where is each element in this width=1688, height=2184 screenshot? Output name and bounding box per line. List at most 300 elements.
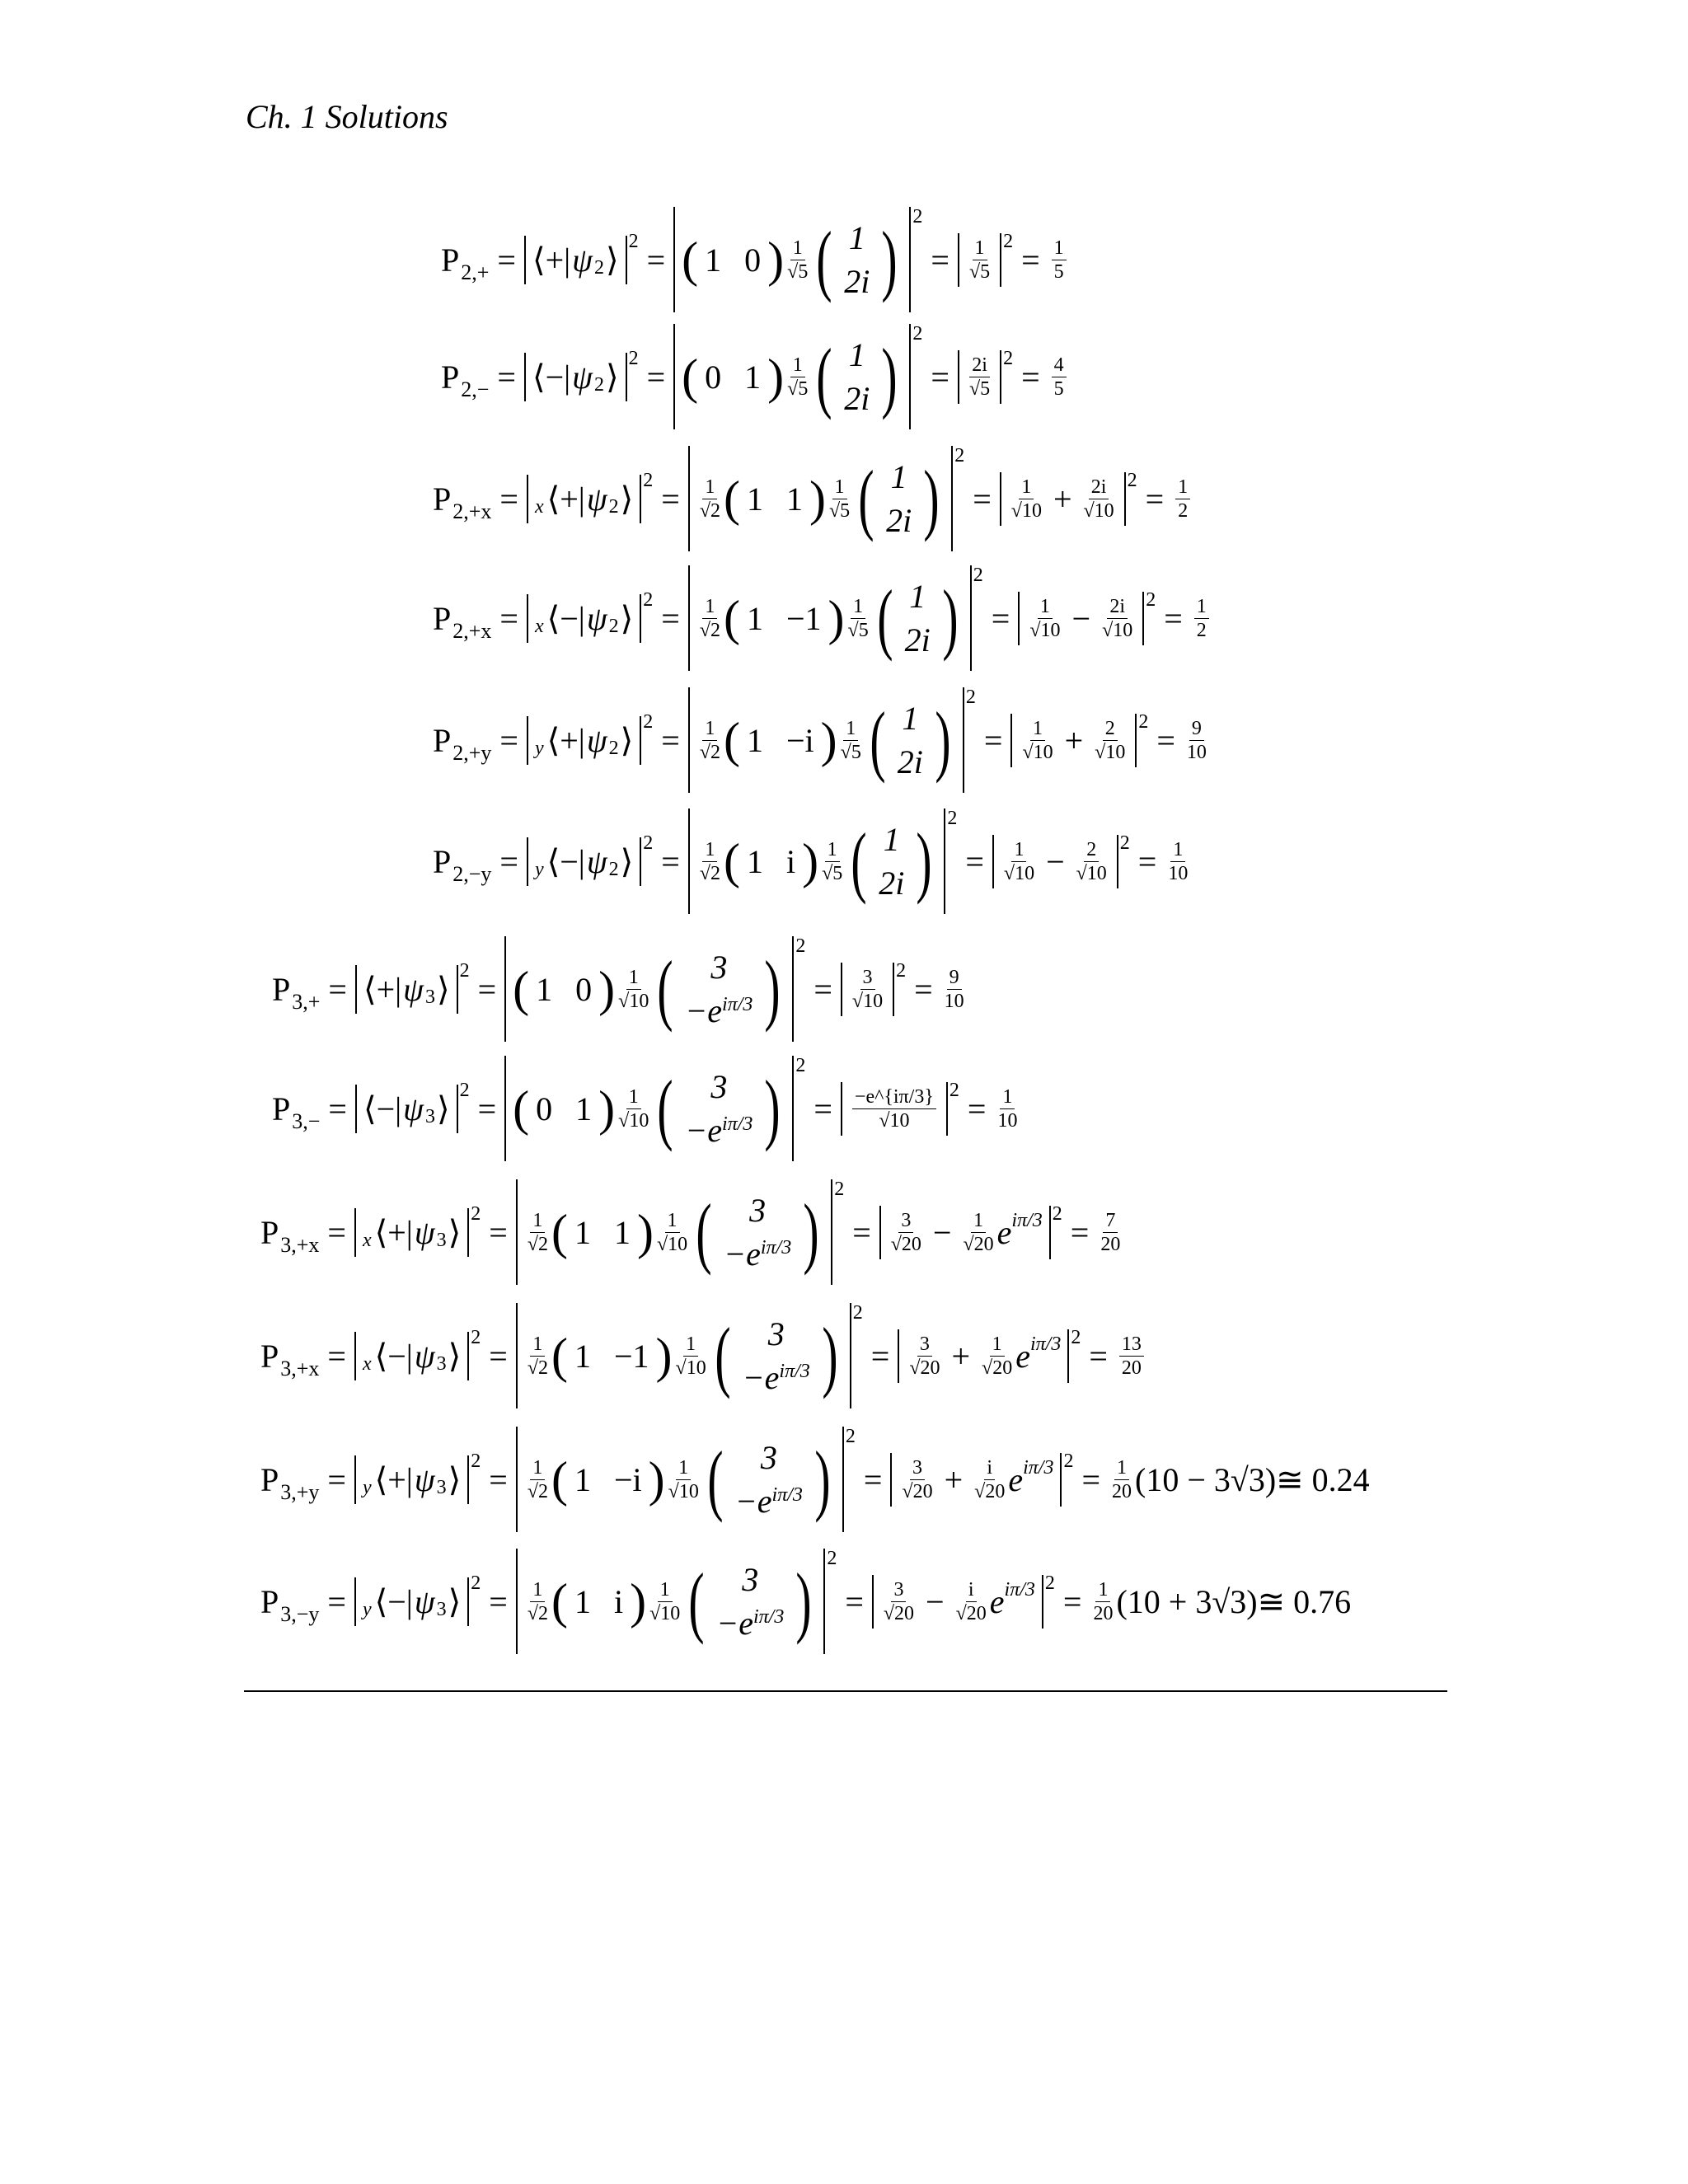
row-paren-open: ( [551,1574,568,1629]
fraction-denominator: √20 [890,1233,921,1255]
result [1097,1211,1123,1254]
normalization-fraction [657,1211,687,1254]
fraction-denominator: √5 [968,377,991,400]
row-paren-open: ( [682,232,699,287]
probability-subscript: 2,+ [461,260,490,284]
bra-open: ⟨+| [363,970,402,1008]
row-paren-open: ( [513,962,530,1016]
equals-sign: = [973,480,992,518]
column-entry [884,820,900,859]
prefactor-fraction [528,1580,548,1624]
basis-subscript: y [362,1476,372,1498]
ket-close: ⟩ [620,721,634,759]
row-vector [574,1213,631,1252]
equals-sign: = [1081,1460,1101,1498]
row-entry: −1 [613,1337,649,1375]
fraction-denominator: √5 [822,862,843,884]
equation-row [272,1055,1020,1162]
result [1184,719,1210,762]
row-paren-close: ) [802,834,819,888]
probability-subscript: 2,−y [452,861,492,886]
column-entries [685,948,753,1030]
col-paren-open: ( [715,1311,731,1399]
basis-subscript: y [362,1598,372,1620]
bra-ket [532,241,619,279]
psi-symbol: ψ [572,241,593,279]
col-paren-close: ) [916,817,932,905]
normalization-fraction [618,968,649,1011]
middle-abs [958,238,1001,282]
equals-sign: = [914,970,933,1008]
bracket-abs [527,842,641,881]
square-exponent: 2 [643,469,654,491]
column-entries [735,1438,803,1521]
bra-open: ⟨+| [546,721,585,759]
probability-symbol [441,358,490,401]
middle-fraction [969,238,990,282]
middle-abs [1018,597,1144,640]
fraction-denominator: 10 [997,1109,1018,1132]
square-exponent: 2 [459,1079,470,1101]
fraction-denominator: √10 [879,1109,910,1132]
row-entry: i [785,842,796,880]
row-paren-close: ) [820,713,837,767]
matrix-product-abs [688,817,946,905]
fraction-denominator: √10 [618,990,649,1012]
square-exponent: 2 [912,205,923,227]
equals-sign: = [845,1582,864,1620]
probability-letter: P [272,970,291,1008]
row-paren-open: ( [551,1205,568,1259]
basis-subscript: x [534,495,544,518]
middle-abs [841,1087,948,1131]
ket-close: ⟩ [448,1582,462,1620]
column-entries [898,699,923,781]
fraction-numerator: 3 [860,968,875,990]
column-vector [865,696,956,784]
column-entry-value: 3 [710,1068,728,1105]
middle-fraction [852,968,883,1011]
psi-subscript: 2 [608,495,619,518]
prefactor-fraction [528,1334,548,1378]
row-entry: 1 [746,721,763,759]
row-entry: 1 [536,970,553,1008]
equals-sign: = [1156,721,1175,759]
row-paren-close: ) [767,232,785,287]
column-vector [710,1311,843,1399]
row-entry: 1 [746,480,763,518]
result-fraction [945,968,964,1011]
fraction-denominator: √10 [1022,741,1053,763]
result-fraction [1187,719,1207,762]
row-vector [574,1582,623,1621]
column-entry [735,1482,803,1521]
middle-abs [992,840,1118,883]
row-vector [536,1090,592,1128]
col-paren-close: ) [935,696,951,784]
column-entry-value: −e [716,1605,753,1642]
fraction-denominator: √10 [675,1357,706,1379]
probability-symbol [260,1213,320,1257]
ket-close: ⟩ [620,599,634,637]
column-entry-value: 3 [742,1561,759,1598]
square-exponent: 2 [1127,469,1137,491]
bracket-abs [527,480,641,518]
equals-sign: = [1021,358,1040,396]
row-paren-open: ( [551,1329,568,1383]
column-entry [902,699,918,738]
middle-abs [841,968,894,1011]
ket-close: ⟩ [620,842,634,880]
probability-symbol [260,1582,320,1626]
fraction-denominator: √10 [1010,499,1042,522]
middle-abs [1010,719,1137,762]
fraction-denominator: 2 [1178,499,1189,522]
column-entry-value: −e [742,1359,780,1396]
basis-subscript: x [534,615,544,637]
matrix-product-abs [504,944,794,1033]
equals-sign: = [661,599,680,637]
square-exponent: 2 [896,959,907,982]
fraction-denominator: √10 [851,990,884,1012]
column-entry [879,864,904,902]
middle-fraction [909,1334,940,1378]
column-entry-value: 1 [848,336,865,373]
square-exponent: 2 [827,1547,837,1569]
middle-abs [872,1580,1043,1624]
probability-letter: P [441,241,460,279]
equals-sign: = [1164,599,1183,637]
equals-sign: = [814,1090,832,1127]
square-exponent: 2 [1003,347,1014,369]
fraction-numerator: 2i [1107,597,1128,619]
result-tail: (10 − 3√3)≅ 0.24 [1135,1460,1370,1498]
fraction-numerator: 2i [969,355,990,377]
ket-close: ⟩ [606,241,619,279]
row-entry: 1 [574,1337,591,1375]
square-exponent: 2 [1119,832,1130,854]
fraction-denominator: √20 [963,1233,994,1255]
equals-sign: = [327,1582,346,1620]
square-exponent: 2 [965,686,976,708]
bra-ket [363,1460,461,1499]
fraction-denominator: √2 [527,1480,548,1502]
psi-symbol: ψ [414,1582,435,1620]
column-entry-value: 2i [879,865,905,902]
prefactor-fraction [700,719,720,762]
psi-symbol: ψ [586,842,607,880]
column-entry [761,1438,777,1477]
fraction-numerator: i [984,1458,995,1480]
fraction-numerator: 1 [843,719,858,741]
square-exponent: 2 [643,588,654,611]
operator: + [1064,721,1084,759]
operator: − [1071,599,1091,637]
fraction-numerator: 7 [1103,1211,1118,1233]
square-exponent: 2 [459,959,470,982]
bracket-abs [355,970,458,1009]
basis-subscript: x [362,1229,372,1251]
column-entries [743,1315,810,1397]
fraction-numerator: 1 [1114,1458,1129,1480]
col-paren-close: ) [764,1064,781,1152]
column-entry [844,262,870,301]
probability-symbol [272,970,321,1014]
probability-letter: P [433,599,452,637]
column-entry [849,335,865,374]
psi-symbol: ψ [586,599,607,637]
fraction-numerator: 1 [658,1580,673,1602]
row-paren-close: ) [648,1452,665,1507]
column-entry-value: −e [685,1112,723,1149]
equals-sign: = [327,1213,346,1251]
fraction-denominator: √2 [699,619,720,641]
row-paren-close: ) [598,962,616,1016]
fraction-numerator: 2 [1103,719,1118,741]
equals-sign: = [661,721,680,759]
row-paren-close: ) [828,591,845,645]
fraction-numerator: 1 [702,597,717,619]
middle-fraction [974,1458,1005,1502]
bra-open: ⟨+| [374,1213,413,1251]
column-entry [849,218,865,257]
fraction-numerator: 1 [1170,840,1185,862]
column-entry-value: 2i [886,502,912,539]
ket-close: ⟩ [606,358,619,396]
column-entry [710,1067,727,1106]
fraction-denominator: √2 [527,1602,548,1624]
exponent: iπ/3 [1011,1209,1043,1231]
bottom-rule [244,1690,1447,1692]
psi-subscript: 2 [608,615,619,637]
matrix-product-abs [688,454,953,542]
square-exponent: 2 [912,322,923,344]
exp-factor: e [1008,1460,1024,1498]
middle-fraction [1084,477,1114,521]
ket-close: ⟩ [437,970,450,1008]
fraction-denominator: 20 [1121,1357,1142,1379]
fraction-numerator: 1 [971,1211,986,1233]
fraction-numerator: 1 [702,477,717,499]
fraction-denominator: √10 [1003,862,1035,884]
fraction-denominator: √10 [1102,619,1133,641]
column-entry-value: −e [685,992,723,1029]
matrix-product-abs [516,1435,844,1523]
square-exponent: 2 [852,1301,863,1324]
fraction-denominator: 20 [1093,1602,1114,1624]
equals-sign: = [967,1090,987,1127]
fraction-numerator: 2i [1089,477,1109,499]
psi-subscript: 3 [436,1352,447,1375]
row-vector [747,721,814,760]
fraction-numerator: 1 [790,238,805,260]
exp-factor: e [989,1582,1005,1620]
ket-close: ⟩ [448,1213,462,1251]
probability-subscript: 2,+y [452,740,492,765]
column-entry [716,1604,784,1643]
probability-letter: P [433,721,452,759]
psi-subscript: 3 [425,1105,435,1127]
equals-sign: = [499,842,518,880]
square-exponent: 2 [643,710,654,733]
column-entry [710,948,727,987]
bracket-abs [354,1460,469,1499]
square-exponent: 2 [949,1079,959,1101]
fraction-denominator: 10 [944,990,964,1012]
square-exponent: 2 [643,832,654,854]
result [1172,477,1193,521]
fraction-numerator: 3 [917,1334,932,1357]
result [1048,355,1070,399]
square-exponent: 2 [795,1054,806,1076]
row-vector [705,358,761,396]
matrix-product-abs [516,1311,851,1399]
psi-symbol: ψ [586,721,607,759]
bra-open: ⟨−| [374,1337,413,1375]
fraction-denominator: √20 [982,1357,1013,1379]
probability-symbol [433,599,492,643]
equals-sign: = [499,599,518,637]
fraction-denominator: √20 [902,1480,933,1502]
ket-close: ⟩ [437,1090,450,1127]
fraction-numerator: 1 [990,1334,1005,1357]
bracket-abs [527,721,641,760]
row-entry: 0 [575,970,593,1008]
square-exponent: 2 [628,347,639,369]
probability-subscript: 2,+x [452,618,492,643]
normalization-fraction [787,238,808,282]
result-fraction [1093,1580,1113,1624]
row-paren-close: ) [655,1329,673,1383]
row-entry: 1 [575,1090,593,1127]
exponent: iπ/3 [722,1113,753,1135]
equation-row [433,445,1193,552]
result-fraction [1052,355,1067,399]
col-paren-open: ( [816,332,832,420]
row-entry: 0 [744,241,762,279]
equals-sign: = [1021,241,1040,279]
fraction-denominator: √20 [974,1480,1006,1502]
middle-fraction [1029,597,1060,640]
normalization-fraction [668,1458,699,1502]
psi-symbol: ψ [572,358,593,396]
col-paren-open: ( [877,574,893,662]
square-exponent: 2 [1071,1326,1081,1348]
normalization-fraction [618,1087,649,1131]
normalization-fraction [649,1580,680,1624]
fraction-denominator: √20 [955,1602,987,1624]
row-vector [536,970,592,1009]
col-paren-close: ) [881,332,898,420]
row-entry: 1 [574,1460,591,1498]
row-paren-close: ) [636,1205,654,1259]
middle-fraction [891,1211,921,1254]
exponent: iπ/3 [771,1484,803,1506]
fraction-numerator: 1 [676,1458,691,1480]
square-exponent: 2 [1003,230,1014,252]
result [994,1087,1020,1131]
column-vector [846,817,937,905]
column-entries [905,577,931,659]
square-exponent: 2 [845,1425,856,1447]
bra-open: ⟨−| [363,1090,402,1127]
bra-open: ⟨−| [546,599,585,637]
fraction-denominator: √20 [883,1602,915,1624]
bracket-abs [524,358,627,396]
probability-letter: P [260,1582,279,1620]
equals-sign: = [1062,1582,1082,1620]
probability-subscript: 3,− [292,1108,321,1133]
col-paren-open: ( [851,817,867,905]
bra-ket [363,1213,461,1252]
row-entry: 1 [613,1213,631,1251]
fraction-denominator: √2 [699,741,720,763]
equals-sign: = [497,241,516,279]
result-fraction [1119,1334,1144,1378]
fraction-numerator: 1 [626,968,641,990]
exponent: iπ/3 [1029,1333,1062,1355]
equals-sign: = [991,599,1010,637]
ket-close: ⟩ [448,1460,462,1498]
row-paren-open: ( [682,349,699,404]
middle-fraction [1022,719,1053,762]
col-paren-open: ( [657,944,673,1033]
exponent: iπ/3 [760,1237,792,1258]
result-fraction [1052,238,1067,282]
row-vector [747,842,795,881]
fraction-numerator: 3 [898,1211,913,1233]
exponent: iπ/3 [1004,1578,1035,1601]
fraction-denominator: √2 [527,1233,548,1255]
column-vector [652,944,785,1033]
fraction-denominator: 5 [1053,377,1064,400]
equals-sign: = [328,970,347,1008]
column-entries [685,1067,753,1150]
column-entry-value: 1 [909,578,926,615]
equals-sign: = [489,1213,508,1251]
middle-fraction [982,1334,1012,1378]
fraction-denominator: √10 [618,1109,649,1132]
column-entry [909,577,926,616]
probability-letter: P [260,1337,279,1375]
probability-subscript: 2,− [461,377,490,401]
result [1116,1334,1147,1378]
fraction-denominator: √10 [1076,862,1107,884]
fraction-denominator: √5 [828,499,851,522]
probability-letter: P [441,358,460,396]
fraction-numerator: 1 [1038,597,1053,619]
column-vector [853,454,945,542]
equation-row [433,565,1212,672]
normalization-fraction [676,1334,706,1378]
fraction-numerator: 1 [1052,238,1067,260]
basis-subscript: y [534,737,544,759]
bra-ket [535,599,633,638]
square-exponent: 2 [1044,1572,1055,1594]
middle-fraction [852,1087,936,1131]
psi-subscript: 2 [594,256,604,279]
bra-ket [535,842,633,881]
bra-open: ⟨+| [374,1460,413,1498]
fraction-denominator: 10 [1168,862,1189,884]
probability-symbol [433,842,492,886]
fraction-denominator: √5 [787,377,809,400]
fraction-numerator: 1 [626,1087,641,1109]
fraction-numerator: 1 [530,1334,545,1357]
bra-open: ⟨−| [374,1582,413,1620]
fraction-numerator: 1 [530,1458,545,1480]
square-exponent: 2 [471,1450,481,1472]
